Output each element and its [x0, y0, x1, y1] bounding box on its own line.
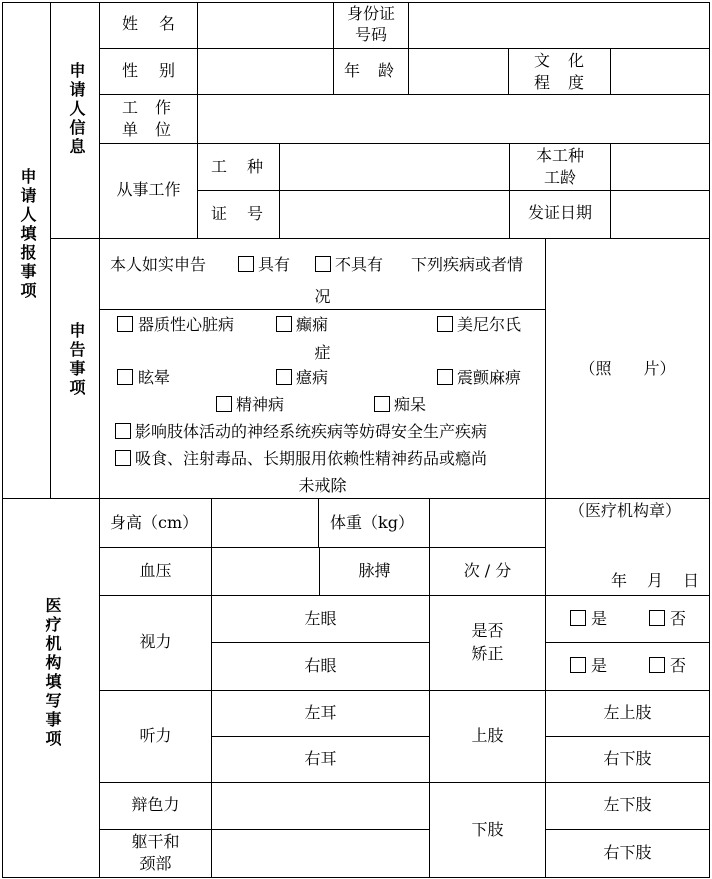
- certificate-label-char-1: 证: [211, 204, 228, 223]
- education-label-char-2: 化: [568, 51, 585, 70]
- pulse-unit: 次 / 分: [463, 561, 512, 580]
- dementia-checkbox[interactable]: [374, 394, 392, 416]
- gender-field[interactable]: [197, 48, 334, 95]
- weight-label: 体重（kg）: [330, 513, 414, 532]
- dementia-label: 痴呆: [394, 395, 427, 414]
- heart-disease-checkbox[interactable]: [117, 314, 135, 336]
- epilepsy-label: 癫痫: [296, 315, 329, 334]
- workplace-label-char-2: 作: [155, 98, 172, 117]
- vision-label: 视力: [139, 632, 172, 651]
- not-have-label: 不具有: [335, 255, 384, 274]
- right-eye-no-checkbox[interactable]: [649, 655, 667, 677]
- upper-limb-label: 上肢: [471, 726, 504, 745]
- declaration-prefix: 本人如实申告: [110, 255, 207, 274]
- age-label-char-1: 年: [344, 61, 361, 80]
- stamp-label: （医疗机构章）: [569, 501, 682, 520]
- left-eye-label: 左眼: [304, 609, 337, 628]
- job-years-label-line-2: 工龄: [543, 168, 576, 187]
- not-have-checkbox[interactable]: [315, 254, 333, 276]
- drug-use-label-2: 未戒除: [298, 476, 347, 495]
- education-label-cell: [508, 48, 611, 95]
- disease-list-cell: [99, 309, 546, 499]
- education-label-char-1: 文: [534, 51, 551, 70]
- dizziness-checkbox[interactable]: [117, 367, 135, 389]
- hearing-label: 听力: [139, 726, 172, 745]
- name-label-char-1: 姓: [122, 14, 139, 33]
- hysteria-label: 癔病: [296, 368, 329, 387]
- left-eye-no-label: 否: [670, 609, 687, 628]
- certificate-field[interactable]: [279, 190, 510, 239]
- mental-illness-checkbox[interactable]: [216, 394, 234, 416]
- declaration-suffix-1: 下列疾病或者情: [411, 255, 524, 274]
- color-field[interactable]: [211, 782, 430, 830]
- tremor-checkbox[interactable]: [437, 367, 455, 389]
- trunk-label-line-1: 躯干和: [131, 832, 180, 851]
- education-label-char-3: 程: [534, 73, 551, 92]
- tremor-label: 震颤麻痹: [457, 368, 522, 387]
- corrected-label-line-2: 矫正: [471, 644, 504, 663]
- workplace-label-char-1: 工: [122, 98, 139, 117]
- have-checkbox[interactable]: [238, 254, 256, 276]
- job-type-label-char-1: 工: [211, 157, 228, 176]
- education-label-char-4: 度: [568, 73, 585, 92]
- left-eye-no-checkbox[interactable]: [649, 608, 667, 630]
- meniere-label-2: 症: [314, 343, 331, 362]
- issue-date-field[interactable]: [610, 190, 710, 239]
- upper-right-label: 右下肢: [603, 749, 652, 768]
- job-type-label-char-2: 种: [247, 157, 264, 176]
- age-label-char-2: 龄: [378, 61, 395, 80]
- stamp-date-day: 日: [683, 571, 700, 590]
- weight-field[interactable]: [429, 498, 546, 548]
- applicant-info-title: 申请人信息: [67, 62, 86, 157]
- photo-label: （照 片）: [579, 359, 676, 378]
- name-label-char-2: 名: [159, 14, 176, 33]
- right-eye-no-label: 否: [670, 656, 687, 675]
- declaration-title: 申告事项: [67, 322, 86, 398]
- right-eye-yes-checkbox[interactable]: [570, 655, 588, 677]
- trunk-field[interactable]: [211, 829, 430, 878]
- workplace-label-char-3: 单: [122, 120, 139, 139]
- age-field[interactable]: [408, 48, 509, 95]
- right-eye-label: 右眼: [304, 656, 337, 675]
- epilepsy-checkbox[interactable]: [276, 314, 294, 336]
- right-eye-yes-label: 是: [591, 656, 608, 675]
- applicant-section-title: 申请人填报事项: [18, 168, 37, 301]
- id-label-line-2: 号码: [354, 25, 387, 44]
- trunk-label-line-2: 颈部: [139, 854, 172, 873]
- gender-label-char-2: 别: [159, 61, 176, 80]
- stamp-date-year: 年: [611, 571, 628, 590]
- left-eye-yes-checkbox[interactable]: [570, 608, 588, 630]
- height-label: 身高（cm）: [110, 513, 199, 532]
- lower-limb-label: 下肢: [471, 820, 504, 839]
- height-field[interactable]: [211, 498, 319, 548]
- job-years-label-line-1: 本工种: [535, 146, 584, 165]
- dizziness-label: 眩晕: [138, 368, 171, 387]
- pulse-label: 脉搏: [358, 561, 391, 580]
- gender-label-cell: [99, 48, 198, 95]
- medical-section-title: 医疗机构填写事项: [43, 597, 62, 749]
- heart-disease-label: 器质性心脏病: [138, 315, 235, 334]
- drug-use-label-1: 吸食、注射毒品、长期服用依赖性精神药品或瘾尚: [135, 449, 488, 468]
- lower-right-label: 右下肢: [603, 843, 652, 862]
- upper-left-label: 左上肢: [603, 703, 652, 722]
- name-field[interactable]: [197, 2, 334, 49]
- occupation-label: 从事工作: [116, 180, 181, 199]
- id-number-field[interactable]: [408, 2, 710, 49]
- declaration-suffix-2: 况: [314, 287, 331, 306]
- job-type-field[interactable]: [279, 143, 510, 191]
- left-ear-label: 左耳: [304, 703, 337, 722]
- neuro-disease-checkbox[interactable]: [115, 421, 133, 443]
- drug-use-checkbox[interactable]: [115, 448, 133, 470]
- workplace-label-char-4: 位: [155, 120, 172, 139]
- blood-pressure-field[interactable]: [211, 547, 320, 596]
- blood-pressure-label: 血压: [139, 561, 172, 580]
- color-label: 辩色力: [131, 795, 180, 814]
- job-type-label-cell: [197, 143, 280, 191]
- name-label-cell: [99, 2, 198, 49]
- have-label: 具有: [258, 255, 291, 274]
- left-eye-yes-label: 是: [591, 609, 608, 628]
- id-label-line-1: 身份证: [346, 4, 395, 23]
- job-years-field[interactable]: [610, 143, 710, 191]
- issue-date-label: 发证日期: [527, 203, 592, 222]
- stamp-date-month: 月: [647, 571, 664, 590]
- meniere-label-1: 美尼尔氏: [457, 315, 522, 334]
- hysteria-checkbox[interactable]: [276, 367, 294, 389]
- meniere-checkbox[interactable]: [437, 314, 455, 336]
- mental-illness-label: 精神病: [236, 395, 285, 414]
- certificate-label-char-2: 号: [247, 204, 264, 223]
- certificate-label-cell: [197, 190, 280, 239]
- right-ear-label: 右耳: [304, 749, 337, 768]
- neuro-disease-label: 影响肢体活动的神经系统疾病等妨碍安全生产疾病: [135, 422, 488, 441]
- workplace-label-cell: [99, 94, 198, 144]
- education-field[interactable]: [610, 48, 710, 95]
- gender-label-char-1: 性: [122, 61, 139, 80]
- workplace-field[interactable]: [197, 94, 710, 144]
- corrected-label-line-1: 是否: [471, 621, 504, 640]
- lower-left-label: 左下肢: [603, 795, 652, 814]
